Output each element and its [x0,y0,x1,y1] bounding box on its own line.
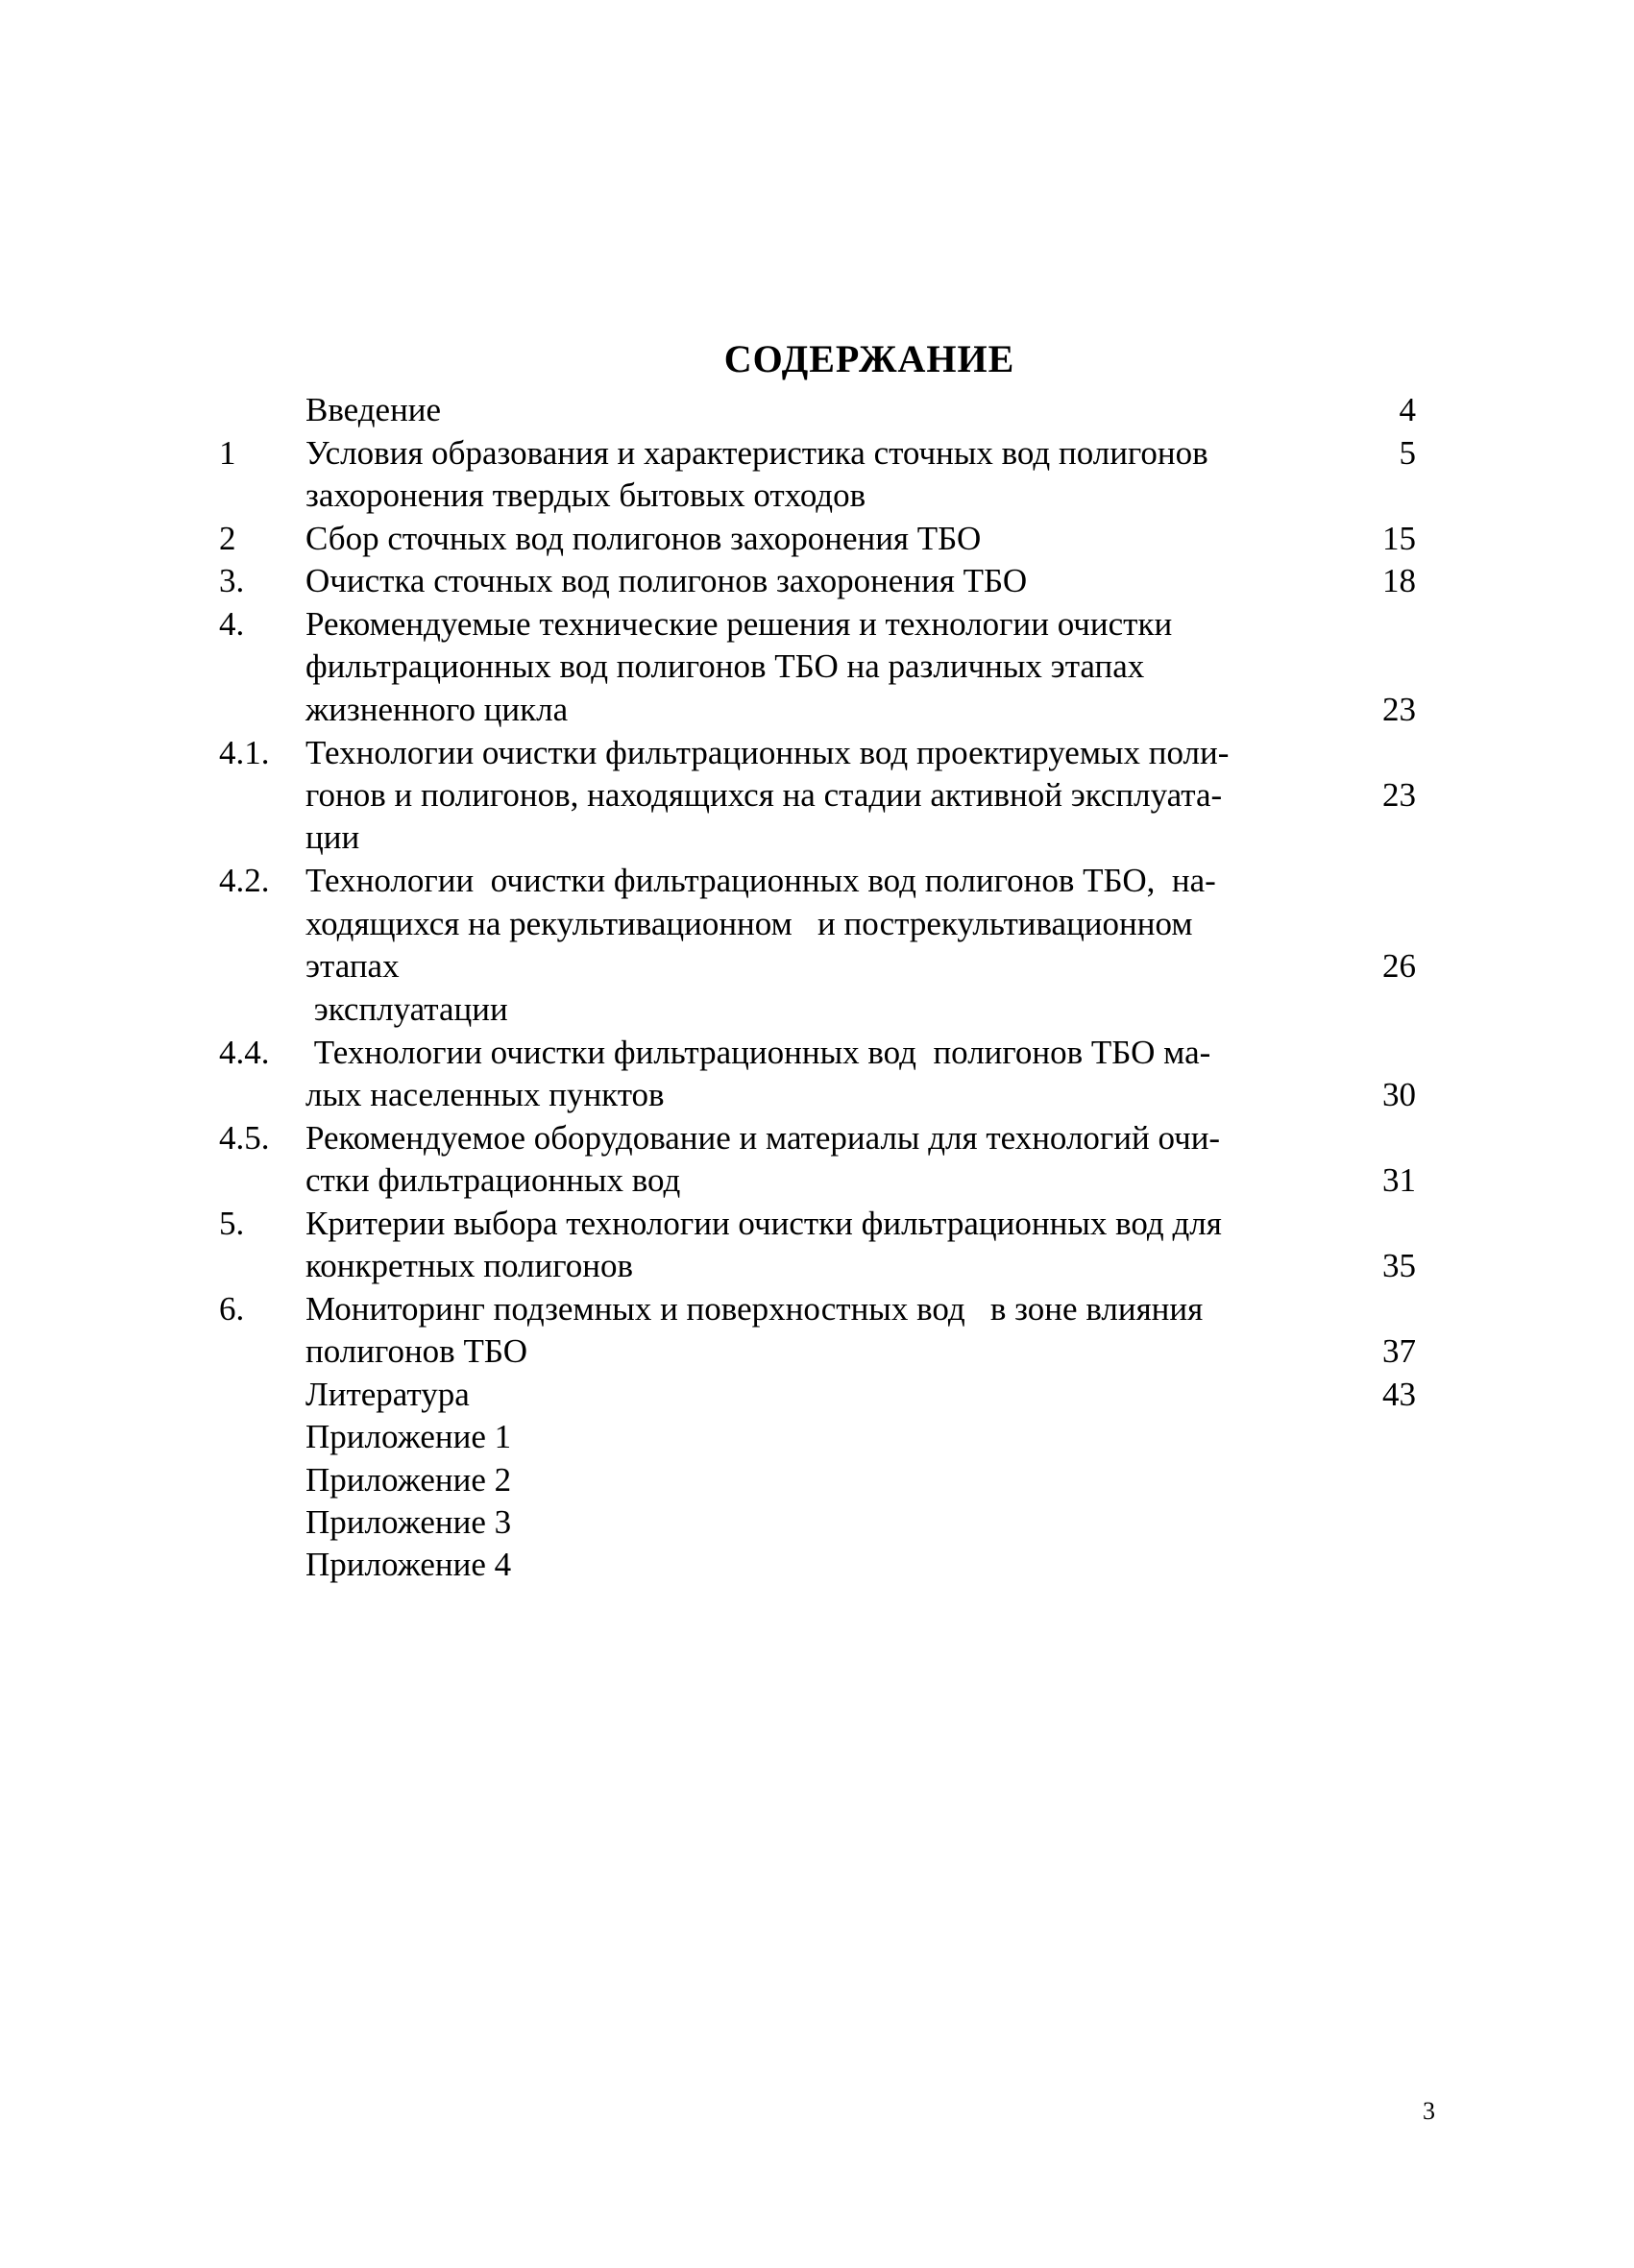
toc-s2-number: 2 [219,520,236,557]
toc-s3-text: Очистка сточных вод полигонов захоронения ТБО [305,562,1028,599]
toc-s1-line2: захоронения твердых бытовых отходов [305,476,866,514]
toc-s44-page: 30 [1382,1076,1416,1113]
toc-appendix-4: Приложение 4 [305,1546,512,1583]
toc-s45-number: 4.5. [219,1119,270,1157]
toc-s42-line2: ходящихся на рекультивационном и пострекультивационном [305,905,1193,942]
toc-s4-page: 23 [1382,691,1416,728]
toc-s4-number: 4. [219,605,245,643]
toc-s44-line1: Технологии очистки фильтрационных вод полигонов ТБО ма- [305,1034,1211,1071]
toc-s42-line3: этапах [305,947,400,985]
toc-s6-line2: полигонов ТБО [305,1332,527,1370]
toc-s6-number: 6. [219,1290,245,1328]
toc-intro-text: Введение [305,391,442,428]
toc-s5-line1: Критерии выбора технологии очистки фильтрационных вод для [305,1205,1222,1242]
toc-s41-line2: гонов и полигонов, находящихся на стадии активной эксплуата- [305,776,1223,814]
page-title: СОДЕРЖАНИЕ [723,337,1015,380]
toc-s42-page: 26 [1382,947,1416,985]
toc-intro-page: 4 [1399,391,1416,428]
toc-s1-line1: Условия образования и характеристика сточных вод полигонов [305,434,1208,472]
toc-s41-line1: Технологии очистки фильтрационных вод проектируемых поли- [305,734,1230,771]
toc-s3-number: 3. [219,562,245,599]
toc-s2-text: Сбор сточных вод полигонов захоронения ТБО [305,520,982,557]
toc-literature-page: 43 [1382,1376,1416,1413]
toc-s5-page: 35 [1382,1247,1416,1284]
toc-s45-line1: Рекомендуемое оборудование и материалы для технологий очи- [305,1119,1221,1157]
toc-literature-text: Литература [305,1376,470,1413]
toc-s42-number: 4.2. [219,862,270,899]
toc-appendix-1: Приложение 1 [305,1418,512,1455]
toc-s2-page: 15 [1382,520,1416,557]
toc-s42-line1: Технологии очистки фильтрационных вод полигонов ТБО, на- [305,862,1216,899]
toc-s41-line3: ции [305,818,360,856]
toc-s6-line1: Мониторинг подземных и поверхностных вод в зоне влияния [305,1290,1204,1328]
toc-s42-line4: эксплуатации [305,990,508,1028]
toc-appendix-3: Приложение 3 [305,1503,512,1541]
toc-s45-line2: стки фильтрационных вод [305,1161,681,1199]
toc-s1-number: 1 [219,434,236,472]
toc-s1-page: 5 [1399,434,1416,472]
toc-s41-number: 4.1. [219,734,270,771]
toc-s6-page: 37 [1382,1332,1416,1370]
toc-s5-line2: конкретных полигонов [305,1247,633,1284]
toc-s4-line3: жизненного цикла [305,691,569,728]
toc-appendix-2: Приложение 2 [305,1461,512,1499]
toc-s4-line1: Рекомендуемые технические решения и технологии очистки [305,605,1173,643]
toc-s5-number: 5. [219,1205,245,1242]
toc-s3-page: 18 [1382,562,1416,599]
toc-s45-page: 31 [1382,1161,1416,1199]
toc-s44-number: 4.4. [219,1034,270,1071]
toc-s41-page: 23 [1382,776,1416,814]
toc-s4-line2: фильтрационных вод полигонов ТБО на различных этапах [305,647,1145,685]
page-number: 3 [1423,2097,1435,2125]
toc-s44-line2: лых населенных пунктов [305,1076,665,1113]
